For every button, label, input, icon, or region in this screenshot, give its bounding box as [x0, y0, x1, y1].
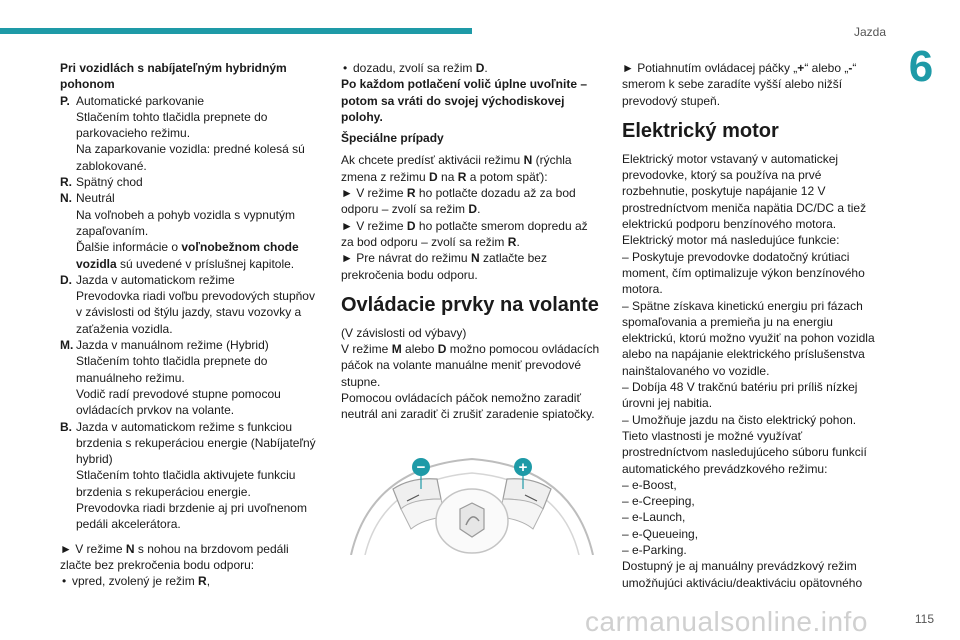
column-1	[60, 60, 322, 590]
item-line: Na voľnobeh a pohyb vozidla s vypnutým zapaľovaním.	[76, 207, 295, 238]
page-number: 115	[914, 612, 934, 626]
special-step-3: ► Pre návrat do režimu N zatlačte bez prekročenia bodu odporu.	[341, 251, 547, 282]
item-key: D.	[60, 272, 72, 287]
chapter-number: 6	[908, 42, 934, 91]
minus-paddle-label: −	[416, 458, 426, 476]
item-line: Vodič radí prevodové stupne pomocou ovládacích prvkov na volante.	[76, 386, 281, 418]
column-2	[341, 60, 603, 559]
item-line: Neutrál	[76, 191, 115, 206]
paddles-equipment: (V závislosti od výbavy)	[341, 325, 467, 340]
item-line: Automatické parkovanie	[76, 93, 205, 108]
bullet-backward: • dozadu, zvolí sa režim D.	[341, 60, 603, 76]
item-line: Spätný chod	[76, 175, 143, 190]
item-m	[60, 337, 322, 418]
manual-mode-text: Dostupný je aj manuálny prevádzkový režim umožňujúci aktiváciu/deaktiváciu opätovného	[622, 559, 863, 590]
motor-function-item: – Spätne získava kinetickú energiu pri fázach spomaľovania a premieňa ju na energiu elektrickú, ktorú možno využiť na pohon vozidla alebo na napájanie elektrického príslušenstva nainštalovaného vo vozidle.	[622, 298, 875, 378]
free-wheel-link: voľnobežnom chode vozidla	[76, 240, 299, 271]
item-r	[60, 174, 322, 190]
item-line: Stlačením tohto tlačidla prepnete do manuálneho režimu.	[76, 354, 268, 385]
item-line: Stlačením tohto tlačidla prepnete do parkovacieho režimu.	[76, 109, 268, 141]
motor-function-item: – Dobíja 48 V trakčnú batériu pri príliš nízkej úrovni jej nabitia.	[622, 380, 858, 411]
plus-paddle-label: +	[518, 458, 528, 476]
item-key: M.	[60, 338, 74, 353]
hybrid-intro: Pri vozidlách s nabíjateľným hybridným pohonom	[60, 61, 287, 92]
mode-item: – e-Queueing,	[622, 526, 699, 541]
mode-item: – e-Boost,	[622, 477, 677, 492]
item-line: Na zaparkovanie vozidla: predné kolesá sú zablokované.	[76, 142, 305, 173]
steering-wheel-illustration	[341, 437, 603, 555]
motor-desc: Elektrický motor vstavaný v automatickej prevodovke, ktorý sa používa na prvé rozbehnutie, poskytuje napájanie 12 V prostredníctvom meniča napätia DC/DC a tiež elektrickú podporu benzínového motora.	[622, 151, 867, 232]
paddles-desc: V režime M alebo D možno pomocou ovládacích páčok na volante manuálne meniť prevodové stupne.	[341, 342, 600, 389]
mode-item: – e-Parking.	[622, 543, 687, 558]
item-line: Jazda v manuálnom režime (Hybrid)	[76, 338, 269, 353]
brand-emblem-icon	[460, 503, 484, 537]
item-line-extra: Ďalšie informácie o voľnobežnom chode vozidla sú uvedené v príslušnej kapitole.	[76, 240, 299, 271]
bullet-forward: • vpred, zvolený je režim R,	[60, 573, 322, 589]
item-key: P.	[60, 93, 70, 108]
mode-item: – e-Launch,	[622, 510, 686, 525]
item-b	[60, 419, 322, 533]
paddle-pull-tip: ► Potiahnutím ovládacej páčky „+“ alebo „-“ smerom k sebe zaradíte vyšší alebo nižší prevodový stupeň.	[622, 61, 857, 108]
item-line: Jazda v automatickom režime	[76, 272, 235, 287]
column-3	[622, 60, 884, 591]
chapter-title: Jazda	[853, 25, 886, 39]
paddles-limit: Pomocou ovládacích páčok nemožno zaradiť neutrál ani zaradiť či zrušiť zaradenie spiatočky.	[341, 391, 595, 422]
item-line: Prevodovka riadi brzdenie aj pri uvoľnenom pedáli akcelerátora.	[76, 501, 307, 532]
motor-function-item: – Umožňuje jazdu na čisto elektrický pohon.	[622, 412, 857, 427]
mode-item: – e-Creeping,	[622, 494, 695, 509]
motor-function-item: – Poskytuje prevodovke dodatočný krútiaci moment, čím optimalizuje výkon benzínového motora.	[622, 249, 865, 297]
special-cases-heading: Špeciálne prípady	[341, 131, 444, 146]
item-line: Stlačením tohto tlačidla aktivujete funkciu brzdenia s rekuperáciou energie.	[76, 468, 296, 499]
item-key: B.	[60, 419, 72, 434]
release-note: Po každom potlačení volič úplne uvoľnite – potom sa vráti do svojej východiskovej polohy.	[341, 77, 587, 124]
special-step-2: ► V režime D ho potlačte smerom dopredu až za bod odporu – zvolí sa režim R.	[341, 218, 588, 249]
neutral-tip: ► V režime N s nohou na brzdovom pedáli zlačte bez prekročenia bodu odporu:	[60, 541, 289, 572]
item-key: R.	[60, 175, 72, 190]
item-line: Jazda v automatickom režime s funkciou brzdenia s rekuperáciou energie (Nabíjateľný hybrid)	[76, 419, 316, 467]
electric-motor-heading: Elektrický motor	[622, 119, 779, 142]
header-accent-bar	[0, 28, 472, 34]
item-key: N.	[60, 191, 72, 206]
item-line: Prevodovka riadi voľbu prevodových stupňov v závislosti od štýlu jazdy, stavu vozovky a zaťaženia vozidla.	[76, 289, 315, 336]
item-d	[60, 272, 322, 337]
special-intro: Ak chcete predísť aktivácii režimu N (rýchla zmena z režimu D na R a potom späť):	[341, 153, 572, 184]
paddles-heading: Ovládacie prvky na volante	[341, 293, 599, 316]
motor-functions-intro: Elektrický motor má nasledujúce funkcie:	[622, 233, 840, 248]
watermark: carmanualsonline.info	[585, 606, 868, 637]
item-p	[60, 93, 322, 174]
modes-intro: Tieto vlastnosti je možné využívať prostredníctvom nasledujúceho súboru funkcií automatického prevádzkového režimu:	[622, 428, 867, 476]
item-n	[60, 190, 322, 271]
special-step-1: ► V režime R ho potlačte dozadu až za bod odporu – zvolí sa režim D.	[341, 186, 576, 217]
